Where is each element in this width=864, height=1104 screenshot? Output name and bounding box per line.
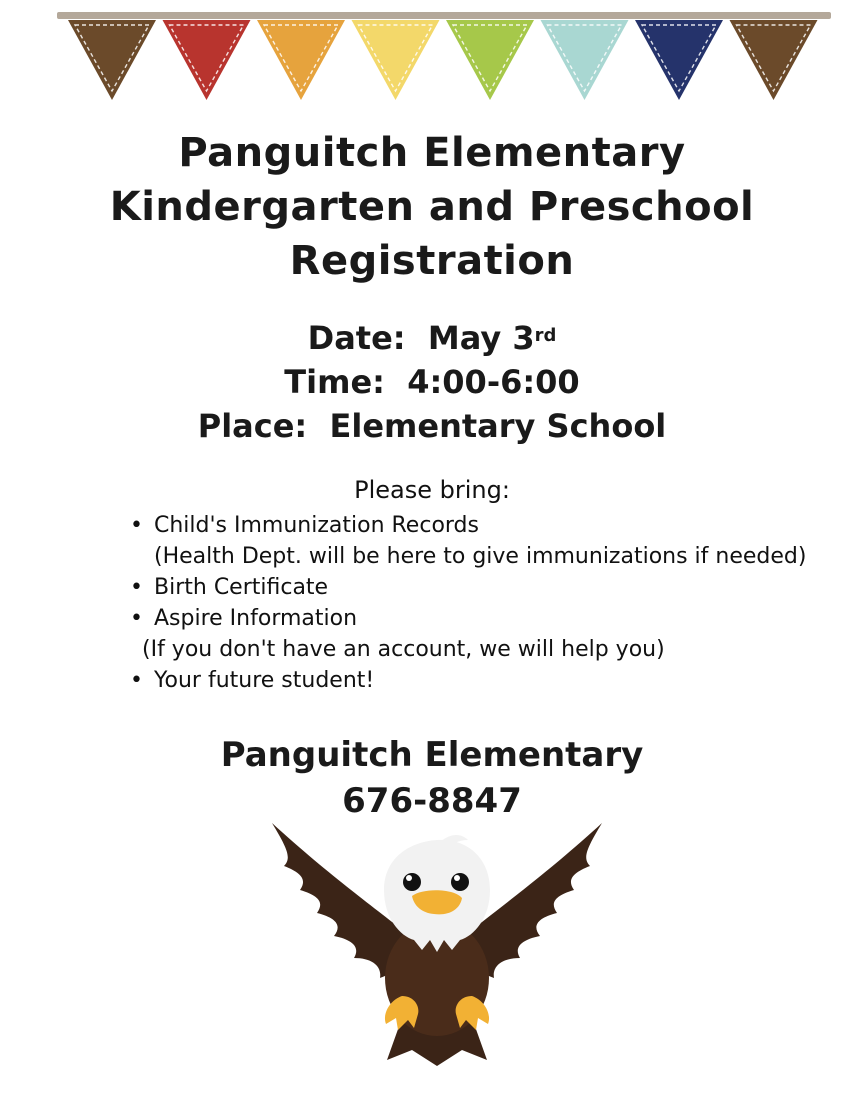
list-item xyxy=(128,572,828,603)
title-line-3: Registration xyxy=(289,238,575,284)
event-details xyxy=(0,316,864,448)
right-eye-shine xyxy=(454,875,460,881)
time-label: Time: xyxy=(284,363,385,401)
bunting-flag xyxy=(446,20,534,100)
left-eye xyxy=(403,873,421,891)
title-line-2: Kindergarten and Preschool xyxy=(109,184,755,230)
item-student: Your future student! xyxy=(154,668,375,693)
bring-heading: Please bring: xyxy=(354,476,510,504)
list-item xyxy=(128,665,828,696)
date-suffix: rd xyxy=(534,325,557,346)
school-contact xyxy=(0,732,864,824)
item-aspire: Aspire Information xyxy=(154,606,358,631)
item-birth-certificate: Birth Certificate xyxy=(154,575,329,600)
right-eye xyxy=(451,873,469,891)
bunting-flag xyxy=(730,20,818,100)
school-phone: 676-8847 xyxy=(342,781,522,821)
date-row xyxy=(0,316,864,360)
banner-string xyxy=(57,12,831,19)
date-label: Date: xyxy=(307,319,406,357)
list-item xyxy=(128,603,828,665)
place-label: Place: xyxy=(197,407,308,445)
bunting-banner xyxy=(0,0,864,110)
time-value: 4:00-6:00 xyxy=(407,363,580,401)
bullet-icon: • xyxy=(130,513,143,538)
bring-list xyxy=(128,510,828,696)
page-title xyxy=(0,126,864,288)
school-name: Panguitch Elementary xyxy=(220,735,644,775)
left-eye-shine xyxy=(406,875,412,881)
list-item xyxy=(128,510,828,572)
time-row xyxy=(0,360,864,404)
bunting-flag xyxy=(257,20,345,100)
bunting-flag xyxy=(635,20,723,100)
bunting-flag xyxy=(163,20,251,100)
item-immunization-note: (Health Dept. will be here to give immunizations if needed) xyxy=(154,544,807,569)
bullet-icon: • xyxy=(130,606,143,631)
item-aspire-note: (If you don't have an account, we will help you) xyxy=(142,637,665,662)
place-row xyxy=(0,404,864,448)
title-line-1: Panguitch Elementary xyxy=(178,130,686,176)
date-value: May 3 xyxy=(427,319,535,357)
eagle-mascot-icon xyxy=(262,818,612,1068)
bunting-flag xyxy=(352,20,440,100)
item-immunization: Child's Immunization Records xyxy=(154,513,479,538)
bunting-flag xyxy=(541,20,629,100)
bullet-icon: • xyxy=(130,668,143,693)
bunting-flag xyxy=(68,20,156,100)
bullet-icon: • xyxy=(130,575,143,600)
place-value: Elementary School xyxy=(329,407,667,445)
